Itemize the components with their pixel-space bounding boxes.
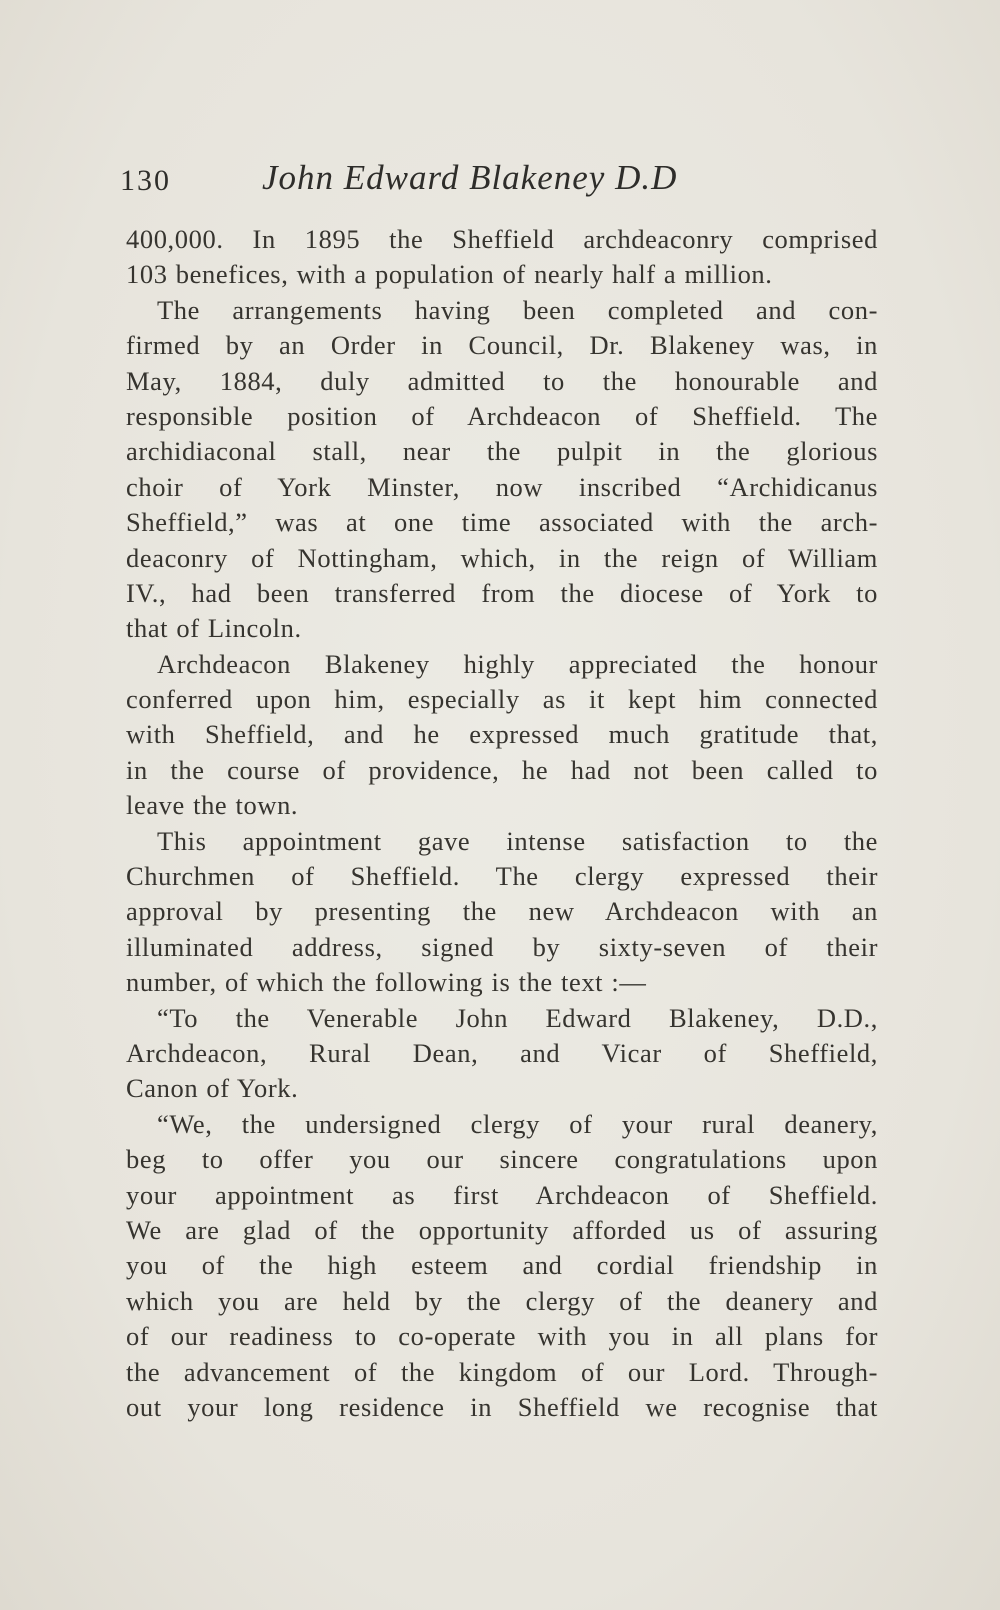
paragraph	[126, 1001, 878, 1107]
paragraph	[126, 222, 878, 293]
text-line: with Sheffield, and he expressed much gratitude that,	[126, 719, 878, 750]
body-text	[126, 222, 878, 1425]
text-line: approval by presenting the new Archdeacon with an	[126, 896, 878, 927]
text-line: of our readiness to co-operate with you in all plans for	[126, 1321, 878, 1352]
text-line: your appointment as first Archdeacon of Sheffield.	[126, 1179, 878, 1210]
paragraph	[126, 647, 878, 824]
text-line: in the course of providence, he had not been called to	[126, 754, 878, 785]
text-line: that of Lincoln.	[126, 613, 302, 644]
text-line: The arrangements having been completed and con-	[157, 294, 878, 325]
text-line: 103 benefices, with a population of nearly half a million.	[126, 259, 773, 290]
text-line: “To the Venerable John Edward Blakeney, D.D.,	[157, 1002, 878, 1033]
text-line: Archdeacon, Rural Dean, and Vicar of Sheffield,	[126, 1037, 878, 1068]
text-line: Archdeacon Blakeney highly appreciated the honour	[157, 648, 878, 679]
text-line: conferred upon him, especially as it kept him connected	[126, 684, 878, 715]
text-line: May, 1884, duly admitted to the honourable and	[126, 365, 878, 396]
text-line: “We, the undersigned clergy of your rural deanery,	[157, 1108, 878, 1139]
text-line: 400,000. In 1895 the Sheffield archdeaconry comprised	[126, 224, 878, 254]
text-line: you of the high esteem and cordial friendship in	[126, 1250, 878, 1281]
text-line: archidiaconal stall, near the pulpit in the glorious	[126, 436, 878, 467]
page-header	[120, 158, 880, 208]
text-line: This appointment gave intense satisfaction to the	[157, 825, 878, 856]
text-line: leave the town.	[126, 790, 299, 821]
text-line: choir of York Minster, now inscribed “Archidicanus	[126, 471, 878, 502]
text-line: We are glad of the opportunity afforded us of assuring	[126, 1214, 878, 1245]
text-line: number, of which the following is the text :—	[126, 967, 647, 998]
text-line: deaconry of Nottingham, which, in the reign of William	[126, 542, 878, 573]
text-line: Sheffield,” was at one time associated with the arch-	[126, 507, 878, 538]
text-line: which you are held by the clergy of the deanery and	[126, 1285, 878, 1316]
text-line: illuminated address, signed by sixty-seven of their	[126, 931, 878, 962]
text-line: IV., had been transferred from the diocese of York to	[126, 577, 878, 608]
page-number: 130	[120, 164, 171, 197]
paragraph	[126, 824, 878, 1001]
paragraph	[126, 293, 878, 647]
text-line: Churchmen of Sheffield. The clergy expressed their	[126, 861, 878, 892]
text-line: Canon of York.	[126, 1073, 299, 1104]
text-line: firmed by an Order in Council, Dr. Blakeney was, in	[126, 330, 878, 361]
running-title: John Edward Blakeney D.D	[262, 158, 678, 197]
text-line: responsible position of Archdeacon of Sheffield. The	[126, 400, 878, 431]
paragraph	[126, 1107, 878, 1426]
text-line: beg to offer you our sincere congratulations upon	[126, 1144, 878, 1175]
text-line: out your long residence in Sheffield we recognise that	[126, 1391, 878, 1422]
text-line: the advancement of the kingdom of our Lord. Through-	[126, 1356, 878, 1387]
